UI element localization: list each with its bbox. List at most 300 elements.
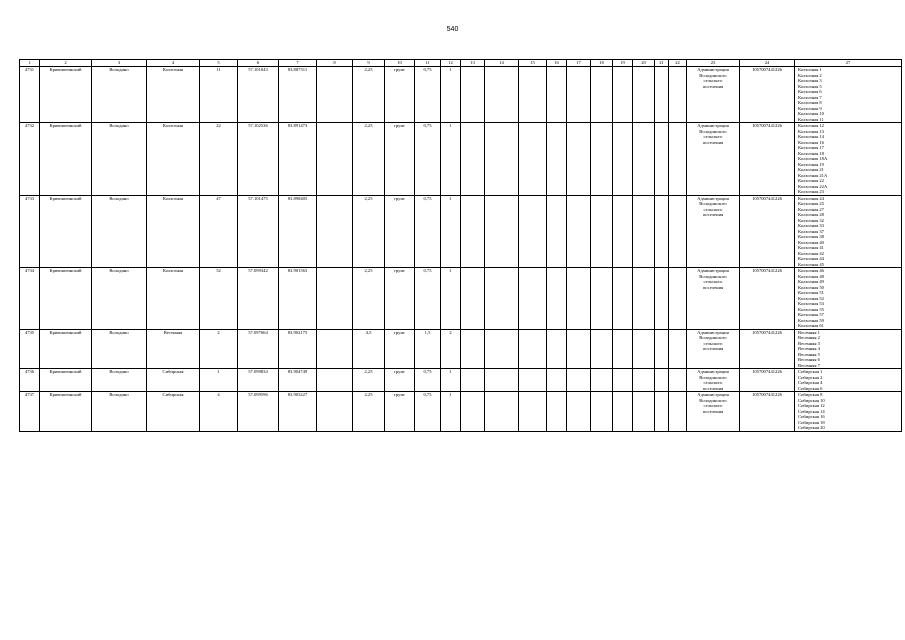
cell-owner: [687, 268, 740, 330]
cell-empty: [317, 195, 353, 268]
source-line: Колхозная 18А: [798, 156, 828, 161]
cell-volume: 0,75: [415, 195, 441, 268]
source-line: Колхозная 17: [798, 145, 824, 150]
owner-line: поселения: [702, 385, 724, 391]
cell-empty: [591, 195, 613, 268]
cell-area: 2,25: [353, 123, 385, 196]
cell-empty: [655, 392, 669, 432]
table-row: [20, 195, 902, 268]
cell-empty: [613, 392, 633, 432]
source-line: Колхозная 6: [798, 89, 822, 94]
source-line: Весенняя 6: [798, 357, 820, 362]
source-line: Колхозная 48: [798, 273, 824, 279]
source-line: Колхозная 50: [798, 284, 824, 290]
source-line: Сибирская 20: [798, 425, 825, 430]
cell-area: 2,25: [353, 369, 385, 392]
owner-line: Администрация: [697, 268, 729, 273]
cell-owner: [687, 195, 740, 268]
cell-ogrn: 1057007441226: [740, 329, 795, 369]
cell-empty: [485, 329, 519, 369]
cell-area: 2,25: [353, 392, 385, 432]
cell-ogrn: 1057007441226: [740, 67, 795, 123]
source-line: Колхозная 53: [798, 301, 824, 306]
cell-area: 2,25: [353, 195, 385, 268]
cell-sources: [795, 123, 902, 196]
source-line: Колхозная 42: [798, 250, 824, 256]
cell-count: 1: [441, 369, 461, 392]
source-line: Колхозная 10: [798, 111, 824, 116]
cell-house: 2: [200, 329, 238, 369]
owner-line: Володинского: [699, 128, 727, 134]
source-line: Колхозная 21: [798, 167, 824, 172]
source-line: Сибирская 1: [798, 369, 823, 374]
cell-empty: [317, 369, 353, 392]
owner-line: Володинского: [699, 201, 727, 206]
source-line: Колхозная 33: [798, 223, 824, 228]
source-line: Колхозная 22А: [798, 183, 828, 189]
cell-empty: [485, 123, 519, 196]
cell-empty: [519, 329, 547, 369]
cell-settlement: Володино: [92, 195, 147, 268]
column-header: 27: [795, 60, 902, 67]
cell-owner: [687, 123, 740, 196]
cell-street: Колхозная: [147, 195, 200, 268]
cell-district: Кривошеинский: [40, 195, 92, 268]
cell-empty: [669, 195, 687, 268]
source-line: Колхозная 21А: [798, 172, 828, 178]
table-row: [20, 268, 902, 330]
owner-line: сельского: [703, 403, 723, 408]
owner-line: сельского: [703, 380, 723, 385]
cell-longitude: 83.891473: [279, 123, 317, 196]
cell-count: 1: [441, 195, 461, 268]
source-line: Колхозная 25: [798, 201, 824, 206]
cell-id: 4732: [20, 123, 40, 196]
cell-empty: [633, 67, 655, 123]
owner-line: Администрация: [697, 392, 729, 397]
cell-sources: [795, 67, 902, 123]
source-line: Весенняя 7: [798, 362, 820, 368]
source-line: Колхозная 9: [798, 105, 822, 111]
cell-volume: 0,75: [415, 268, 441, 330]
cell-empty: [547, 268, 567, 330]
cell-id: 4734: [20, 268, 40, 330]
source-line: Колхозная 24: [798, 195, 824, 201]
column-header: 13: [461, 60, 485, 67]
cell-empty: [519, 392, 547, 432]
cell-empty: [655, 369, 669, 392]
cell-empty: [547, 123, 567, 196]
column-header: 4: [147, 60, 200, 67]
source-line: Колхозная 5: [798, 83, 822, 89]
cell-longitude: 83.903227: [279, 392, 317, 432]
cell-empty: [669, 329, 687, 369]
source-line: Колхозная 1: [798, 67, 822, 72]
source-line: Колхозная 45: [798, 261, 824, 267]
cell-latitude: 57.099342: [238, 268, 279, 330]
source-line: Колхозная 27: [798, 206, 824, 212]
cell-empty: [669, 369, 687, 392]
cell-empty: [519, 369, 547, 392]
registry-table: [19, 59, 902, 432]
source-line: Колхозная 38: [798, 234, 824, 239]
cell-count: 1: [441, 123, 461, 196]
cell-district: Кривошеинский: [40, 369, 92, 392]
owner-line: Володинского: [699, 374, 727, 380]
cell-empty: [547, 369, 567, 392]
cell-area: 2,25: [353, 268, 385, 330]
source-line: Сибирская 14: [798, 408, 825, 414]
cell-empty: [613, 329, 633, 369]
source-line: Колхозная 12: [798, 123, 824, 128]
cell-latitude: 57.097664: [238, 329, 279, 369]
cell-empty: [655, 67, 669, 123]
source-line: Колхозная 59: [798, 317, 824, 323]
cell-owner: [687, 392, 740, 432]
cell-empty: [485, 268, 519, 330]
table-row: [20, 123, 902, 196]
cell-id: 4731: [20, 67, 40, 123]
cell-empty: [591, 268, 613, 330]
source-line: Колхозная 51: [798, 290, 824, 295]
cell-area: 2,25: [353, 67, 385, 123]
cell-empty: [485, 392, 519, 432]
cell-district: Кривошеинский: [40, 392, 92, 432]
source-line: Колхозная 61: [798, 323, 824, 328]
source-line: Сибирская 8: [798, 392, 823, 397]
cell-id: 4733: [20, 195, 40, 268]
cell-empty: [567, 268, 591, 330]
column-header: 16: [547, 60, 567, 67]
source-line: Колхозная 16: [798, 139, 824, 145]
cell-empty: [519, 123, 547, 196]
cell-volume: 0,75: [415, 369, 441, 392]
owner-line: сельского: [703, 206, 723, 212]
source-line: Колхозная 37: [798, 228, 824, 234]
cell-empty: [567, 369, 591, 392]
cell-sources: [795, 195, 902, 268]
cell-empty: [547, 67, 567, 123]
source-line: Колхозная 49: [798, 279, 824, 284]
source-line: Колхозная 18: [798, 150, 824, 156]
cell-volume: 0,75: [415, 123, 441, 196]
cell-empty: [591, 329, 613, 369]
cell-empty: [485, 67, 519, 123]
cell-empty: [547, 195, 567, 268]
cell-empty: [519, 67, 547, 123]
cell-settlement: Володино: [92, 67, 147, 123]
cell-house: 52: [200, 268, 238, 330]
column-header: 17: [567, 60, 591, 67]
cell-district: Кривошеинский: [40, 123, 92, 196]
cell-volume: 0,75: [415, 392, 441, 432]
cell-empty: [655, 195, 669, 268]
source-line: Колхозная 22: [798, 178, 824, 183]
cell-id: 4735: [20, 329, 40, 369]
header-row: [20, 60, 902, 67]
source-line: Сибирская 18: [798, 419, 825, 425]
column-header: 5: [200, 60, 238, 67]
source-line: Сибирская 6: [798, 385, 823, 391]
cell-empty: [633, 329, 655, 369]
source-line: Весенняя 4: [798, 346, 820, 351]
cell-empty: [633, 369, 655, 392]
cell-district: Кривошеинский: [40, 329, 92, 369]
cell-empty: [317, 123, 353, 196]
cell-empty: [591, 392, 613, 432]
cell-count: 1: [441, 268, 461, 330]
source-line: Колхозная 46: [798, 268, 824, 273]
cell-empty: [567, 123, 591, 196]
cell-street: Колхозная: [147, 268, 200, 330]
column-header: 15: [519, 60, 547, 67]
cell-surface: грунт: [385, 67, 415, 123]
source-line: Колхозная 52: [798, 295, 824, 301]
source-line: Колхозная 11: [798, 116, 824, 122]
cell-longitude: 83.887511: [279, 67, 317, 123]
cell-settlement: Володино: [92, 123, 147, 196]
source-line: Колхозная 13: [798, 128, 824, 134]
column-header: 8: [317, 60, 353, 67]
cell-street: Сибирская: [147, 369, 200, 392]
owner-line: Володинского: [699, 72, 727, 78]
cell-surface: грунт: [385, 195, 415, 268]
owner-line: поселения: [702, 284, 724, 290]
cell-empty: [633, 392, 655, 432]
column-header: 1: [20, 60, 40, 67]
cell-latitude: 57.099834: [238, 369, 279, 392]
owner-line: Администрация: [697, 67, 729, 72]
column-header: 2: [40, 60, 92, 67]
owner-line: поселения: [702, 346, 724, 351]
cell-house: 22: [200, 123, 238, 196]
owner-line: Володинского: [699, 397, 727, 403]
cell-house: 47: [200, 195, 238, 268]
table-row: [20, 369, 902, 392]
column-header: 24: [740, 60, 795, 67]
cell-empty: [567, 392, 591, 432]
cell-street: Весенняя: [147, 329, 200, 369]
cell-empty: [461, 195, 485, 268]
cell-empty: [317, 392, 353, 432]
cell-owner: [687, 67, 740, 123]
cell-ogrn: 1057007441226: [740, 392, 795, 432]
cell-empty: [633, 268, 655, 330]
cell-surface: грунт: [385, 123, 415, 196]
cell-empty: [655, 329, 669, 369]
cell-empty: [461, 329, 485, 369]
cell-house: 11: [200, 67, 238, 123]
column-header: 9: [353, 60, 385, 67]
cell-empty: [485, 195, 519, 268]
column-header: 12: [441, 60, 461, 67]
cell-longitude: 83.904749: [279, 369, 317, 392]
cell-empty: [461, 67, 485, 123]
column-header: 10: [385, 60, 415, 67]
source-line: Колхозная 23: [798, 189, 824, 194]
source-line: Колхозная 8: [798, 100, 822, 105]
source-line: Колхозная 57: [798, 312, 824, 317]
cell-ogrn: 1057007441226: [740, 369, 795, 392]
cell-empty: [613, 268, 633, 330]
column-header: 21: [655, 60, 669, 67]
cell-empty: [669, 392, 687, 432]
owner-line: поселения: [702, 83, 724, 89]
source-line: Колхозная 14: [798, 134, 824, 139]
cell-street: Сибирская: [147, 392, 200, 432]
cell-latitude: 57.101043: [238, 67, 279, 123]
cell-count: 1: [441, 392, 461, 432]
cell-empty: [519, 268, 547, 330]
source-line: Колхозная 40: [798, 239, 824, 245]
source-line: Колхозная 32: [798, 217, 824, 223]
cell-surface: грунт: [385, 392, 415, 432]
source-line: Сибирская 16: [798, 414, 825, 419]
cell-surface: грунт: [385, 369, 415, 392]
cell-settlement: Володино: [92, 392, 147, 432]
cell-district: Кривошеинский: [40, 268, 92, 330]
cell-empty: [461, 123, 485, 196]
cell-id: 4737: [20, 392, 40, 432]
cell-owner: [687, 329, 740, 369]
source-line: Колхозная 19: [798, 161, 824, 167]
cell-latitude: 57.102536: [238, 123, 279, 196]
owner-line: поселения: [702, 408, 724, 414]
cell-longitude: 83.898405: [279, 195, 317, 268]
cell-empty: [613, 195, 633, 268]
cell-empty: [655, 123, 669, 196]
owner-line: Администрация: [697, 329, 729, 335]
owner-line: сельского: [703, 340, 723, 346]
column-header: 6: [238, 60, 279, 67]
cell-ogrn: 1057007441226: [740, 123, 795, 196]
source-line: Колхозная 3: [798, 78, 822, 83]
column-header: 3: [92, 60, 147, 67]
cell-empty: [461, 268, 485, 330]
table-row: [20, 67, 902, 123]
source-line: Колхозная 41: [798, 245, 824, 250]
cell-empty: [655, 268, 669, 330]
table-row: [20, 392, 902, 432]
cell-id: 4736: [20, 369, 40, 392]
cell-surface: грунт: [385, 329, 415, 369]
source-line: Колхозная 7: [798, 94, 822, 100]
source-line: Весенняя 5: [798, 351, 820, 357]
source-line: Сибирская 2: [798, 374, 823, 380]
cell-volume: 1,5: [415, 329, 441, 369]
cell-settlement: Володино: [92, 268, 147, 330]
cell-street: Колхозная: [147, 67, 200, 123]
owner-line: Володинского: [699, 335, 727, 340]
cell-sources: [795, 392, 902, 432]
cell-owner: [687, 369, 740, 392]
column-header: 11: [415, 60, 441, 67]
cell-street: Колхозная: [147, 123, 200, 196]
cell-empty: [613, 67, 633, 123]
cell-empty: [567, 67, 591, 123]
source-line: Колхозная 44: [798, 256, 824, 261]
cell-empty: [519, 195, 547, 268]
column-header: 19: [613, 60, 633, 67]
cell-surface: грунт: [385, 268, 415, 330]
cell-district: Кривошеинский: [40, 67, 92, 123]
column-header: 20: [633, 60, 655, 67]
column-header: 23: [687, 60, 740, 67]
cell-ogrn: 1057007441226: [740, 268, 795, 330]
cell-empty: [669, 268, 687, 330]
page-number: 540: [446, 26, 459, 33]
owner-line: сельского: [703, 134, 723, 139]
cell-empty: [461, 392, 485, 432]
cell-sources: [795, 268, 902, 330]
cell-empty: [613, 369, 633, 392]
cell-empty: [567, 195, 591, 268]
cell-empty: [317, 329, 353, 369]
cell-empty: [591, 369, 613, 392]
cell-count: 1: [441, 67, 461, 123]
cell-empty: [567, 329, 591, 369]
cell-settlement: Володино: [92, 329, 147, 369]
cell-house: 4: [200, 392, 238, 432]
owner-line: поселения: [702, 139, 724, 145]
owner-line: Администрация: [697, 123, 729, 128]
cell-latitude: 57.101475: [238, 195, 279, 268]
cell-sources: [795, 329, 902, 369]
cell-volume: 0,75: [415, 67, 441, 123]
column-header: 18: [591, 60, 613, 67]
source-line: Весенняя 2: [798, 335, 820, 340]
cell-empty: [613, 123, 633, 196]
cell-empty: [485, 369, 519, 392]
source-line: Сибирская 10: [798, 397, 825, 403]
cell-empty: [461, 369, 485, 392]
cell-count: 2: [441, 329, 461, 369]
cell-empty: [633, 195, 655, 268]
source-line: Колхозная 28: [798, 212, 824, 217]
column-header: 7: [279, 60, 317, 67]
owner-line: Администрация: [697, 369, 729, 374]
source-line: Колхозная 2: [798, 72, 822, 78]
cell-empty: [317, 67, 353, 123]
column-header: 14: [485, 60, 519, 67]
cell-latitude: 57.099596: [238, 392, 279, 432]
owner-line: Володинского: [699, 273, 727, 279]
owner-line: сельского: [703, 279, 723, 284]
cell-empty: [591, 67, 613, 123]
cell-empty: [547, 392, 567, 432]
owner-line: Администрация: [697, 195, 729, 201]
cell-empty: [669, 67, 687, 123]
cell-empty: [669, 123, 687, 196]
cell-settlement: Володино: [92, 369, 147, 392]
source-line: Весенняя 3: [798, 340, 820, 346]
cell-empty: [591, 123, 613, 196]
source-line: Сибирская 4: [798, 380, 823, 385]
cell-sources: [795, 369, 902, 392]
source-line: Сибирская 12: [798, 403, 825, 408]
cell-house: 1: [200, 369, 238, 392]
cell-empty: [547, 329, 567, 369]
source-line: Весенняя 1: [798, 329, 820, 335]
cell-empty: [317, 268, 353, 330]
cell-ogrn: 1057007441226: [740, 195, 795, 268]
owner-line: поселения: [702, 212, 724, 217]
column-header: 22: [669, 60, 687, 67]
owner-line: сельского: [703, 78, 723, 83]
table-row: [20, 329, 902, 369]
cell-empty: [633, 123, 655, 196]
cell-longitude: 83.902175: [279, 329, 317, 369]
